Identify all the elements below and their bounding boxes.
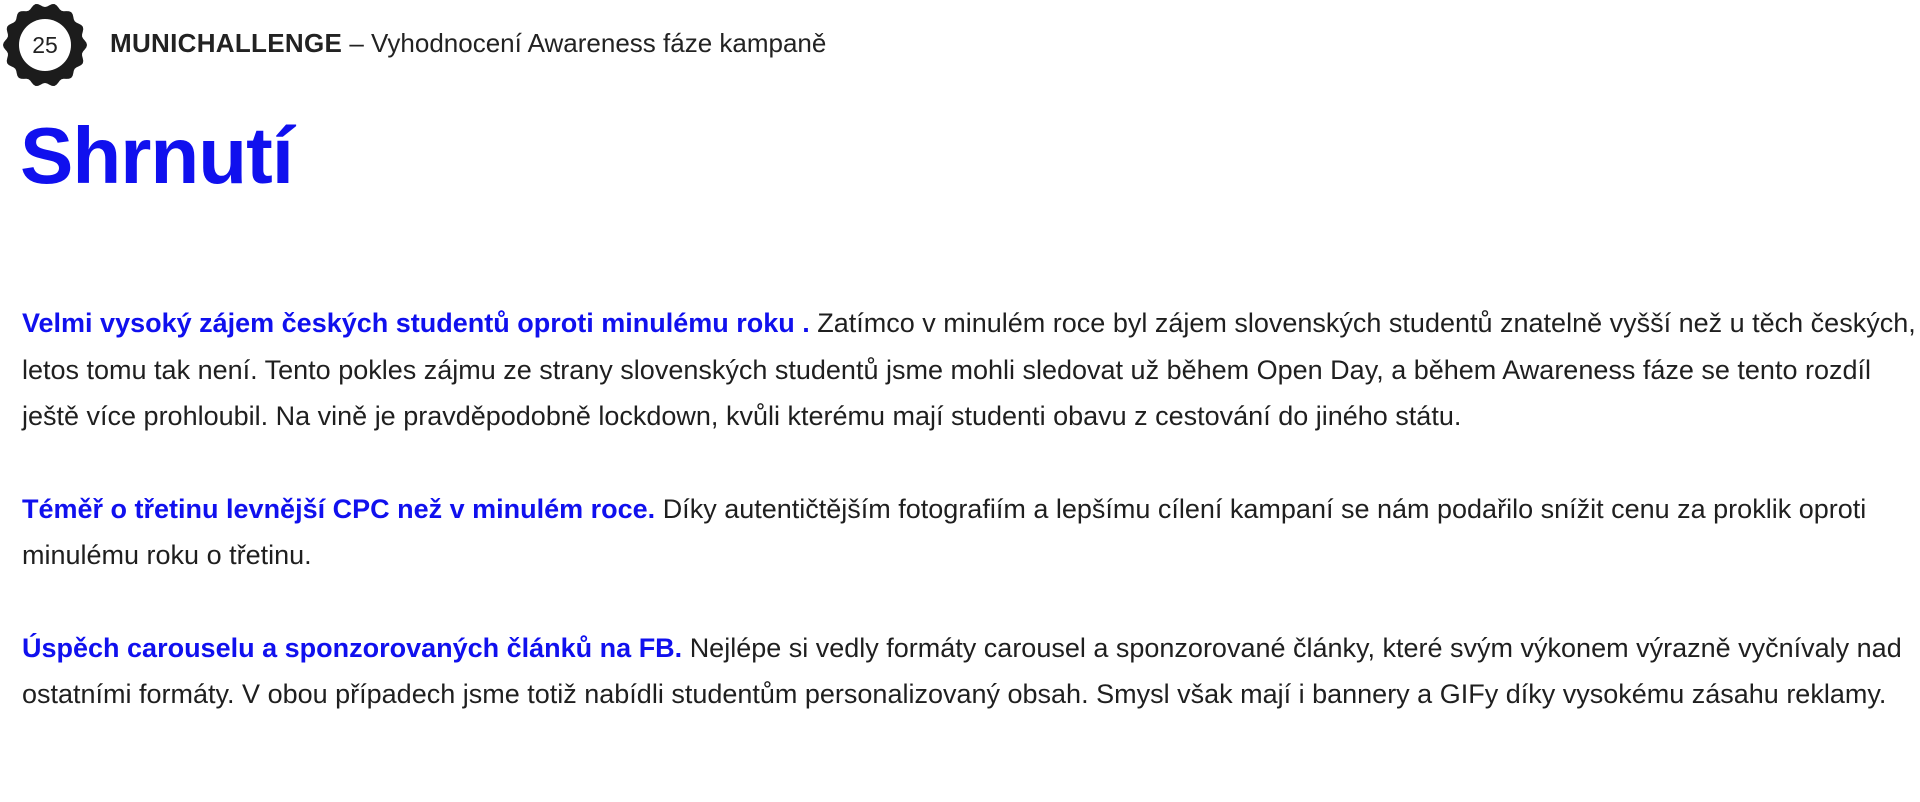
summary-paragraph-2 [22,486,1920,579]
paragraph-text: Nejlépe si vedly formáty carousel a sponzorované články, které svým výkonem výrazně vyčnívaly nad ostatními formáty. V obou případech jsme totiž nabídli studentům personalizovaný obsah. Smysl však mají i bannery a GIFy díky vysokému zásahu reklamy. [22,632,1902,709]
slide-header [0,0,1920,92]
header-separator: – [342,28,372,58]
paragraph-text: Zatímco v minulém roce byl zájem slovenských studentů znatelně vyšší než u těch českých, letos tomu tak není. Tento pokles zájmu ze strany slovenských studentů jsme mohli sledovat už během Open Day, a během Awareness fáze se tento rozdíl ještě více prohloubil. Na vině je pravděpodobně lockdown, kvůli kterému mají studenti obavu z cestování do jiného státu. [22,308,1916,431]
header-subtitle: Vyhodnocení Awareness fáze kampaně [371,28,827,58]
paragraph-lead: Téměř o třetinu levnější CPC než v minulém roce. [22,493,663,524]
paragraph-lead: Úspěch carouselu a sponzorovaných článků na FB. [22,632,690,663]
paragraph-lead: Velmi vysoký zájem českých studentů oproti minulému roku . [22,308,818,338]
summary-paragraph-1 [22,300,1920,440]
summary-content [22,300,1920,764]
paragraph-text: Díky autentičtějším fotografiím a lepšímu cílení kampaní se nám podařilo snížit cenu za proklik oproti minulému roku o třetinu. [22,493,1867,570]
header-brand: MUNICHALLENGE [110,28,343,58]
page-number: 25 [32,32,58,58]
page-title: Shrnutí [20,111,293,200]
page-number-badge [2,2,88,88]
summary-paragraph-3 [22,625,1920,718]
header-title [110,28,826,59]
